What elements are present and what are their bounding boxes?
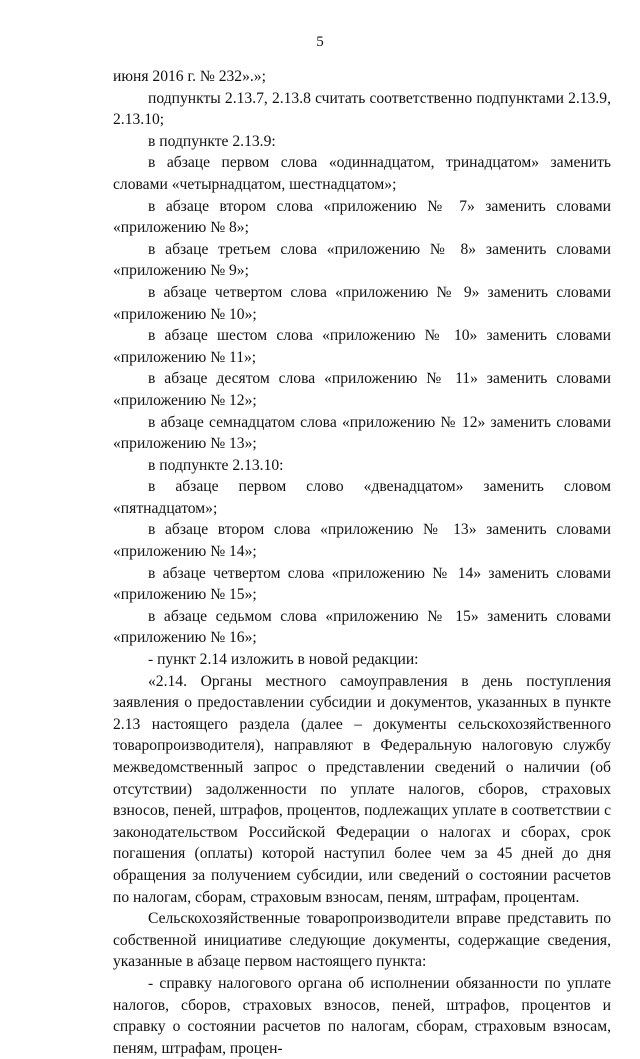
- paragraph: в абзаце четвертом слова «приложению № 14» заменить словами «приложению № 15»;: [113, 564, 611, 604]
- paragraph: в абзаце шестом слова «приложению № 10» заменить словами «приложению № 11»;: [113, 327, 611, 366]
- paragraph: Сельскохозяйственные товаропроизводители вправе представить по собственной инициативе следующие документы, содержащие сведения, указанные в абзаце первом настоящего пункта:: [113, 910, 611, 971]
- paragraph: - пункт 2.14 изложить в новой редакции:: [148, 651, 419, 669]
- paragraph: в абзаце седьмом слова «приложению № 15» заменить словами «приложению № 16»;: [113, 607, 611, 647]
- paragraph: в абзаце втором слова «приложению № 7» заменить словами «приложению № 8»;: [113, 197, 611, 237]
- document-body: [113, 66, 611, 1059]
- paragraph: в абзаце семнадцатом слова «приложению № 12» заменить словами «приложению № 13»;: [113, 413, 611, 453]
- paragraph: в абзаце десятом слова «приложению № 11» заменить словами «приложению № 12»;: [113, 370, 611, 409]
- paragraph: в абзаце первом слова «одиннадцатом, тринадцатом» заменить словами «четырнадцатом, шестнадцатом»;: [113, 154, 611, 193]
- paragraph: - справку налогового органа об исполнении обязанности по уплате налогов, сборов, страховых взносов, пеней, штрафов, процентов и справку о состоянии расчетов по налогам, сборам, страховым взносам, пеням, штрафам, процен-: [113, 974, 611, 1057]
- paragraph: в абзаце первом слово «двенадцатом» заменить словом «пятнадцатом»;: [113, 478, 611, 517]
- paragraph: в подпункте 2.13.9:: [148, 132, 276, 150]
- paragraph: в абзаце третьем слова «приложению № 8» заменить словами «приложению № 9»;: [113, 240, 611, 280]
- paragraph: подпункты 2.13.7, 2.13.8 считать соответственно подпунктами 2.13.9, 2.13.10;: [113, 89, 611, 129]
- paragraph: в абзаце втором слова «приложению № 13» заменить словами «приложению № 14»;: [113, 521, 611, 561]
- page-number: 5: [316, 34, 324, 50]
- paragraph: в подпункте 2.13.10:: [148, 456, 284, 474]
- paragraph: в абзаце четвертом слова «приложению № 9» заменить словами «приложению № 10»;: [113, 283, 611, 323]
- paragraph: «2.14. Органы местного самоуправления в день поступления заявления о предоставлении субсидии и документов, указанных в пункте 2.13 настоящего раздела (далее – документы сельскохозяйственного товаропроизводителя), направляют в Федеральную налоговую службу межведомственный запрос о представлении сведений о наличии (об отсутствии) задолженности по уплате налогов, сборов, страховых взносов, пеней, штрафов, процентов, подлежащих уплате в соответствии с законодательством Российской Федерации о налогах и сборах, срок погашения (оплаты) которой наступил более чем за 45 дней до дня обращения за получением субсидии, или сведений о состоянии расчетов по налогам, сборам, страховым взносам, пеням, штрафам, процентам.: [113, 672, 611, 906]
- paragraph: июня 2016 г. № 232».»;: [113, 68, 266, 85]
